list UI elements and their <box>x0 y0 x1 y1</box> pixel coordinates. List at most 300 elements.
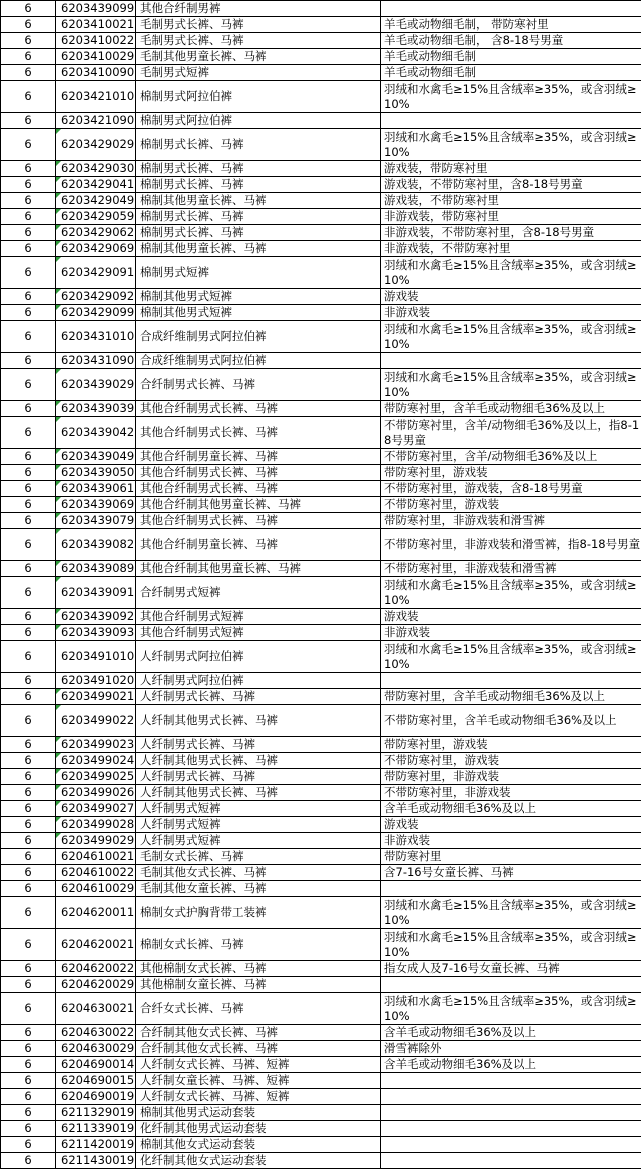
code-cell: 6204620029 <box>56 977 136 993</box>
code-cell: 6204630022 <box>56 1025 136 1041</box>
chapter-cell: 6 <box>1 129 56 161</box>
table-row <box>1 193 641 209</box>
name-cell: 其他合纤制其他男童长裤、马裤 <box>136 497 381 513</box>
note-cell: 不带防寒衬里，非游戏装 <box>381 785 641 801</box>
chapter-cell: 6 <box>1 833 56 849</box>
code-cell: 6203499025 <box>56 769 136 785</box>
table-row <box>1 465 641 481</box>
name-cell: 毛制男式长裤、马裤 <box>136 33 381 49</box>
name-cell: 合成纤维制男式阿拉伯裤 <box>136 353 381 369</box>
name-cell: 棉制男式长裤、马裤 <box>136 129 381 161</box>
code-cell: 6211329019 <box>56 1105 136 1121</box>
note-cell: 不带防寒衬里，游戏装，含8-18号男童 <box>381 481 641 497</box>
chapter-cell: 6 <box>1 897 56 929</box>
table-row <box>1 241 641 257</box>
table-row <box>1 561 641 577</box>
note-cell <box>381 1137 641 1153</box>
code-cell: 6203439049 <box>56 449 136 465</box>
name-cell: 棉制其他男式短裤 <box>136 305 381 321</box>
chapter-cell: 6 <box>1 865 56 881</box>
code-cell: 6203499028 <box>56 817 136 833</box>
code-cell: 6203431090 <box>56 353 136 369</box>
code-cell: 6211420019 <box>56 1137 136 1153</box>
code-cell: 6203439050 <box>56 465 136 481</box>
note-cell: 不带防寒衬里，非游戏装和滑雪裤，指8-18号男童 <box>381 529 641 561</box>
code-cell: 6203439079 <box>56 513 136 529</box>
table-row <box>1 737 641 753</box>
code-cell: 6203491020 <box>56 673 136 689</box>
table-row <box>1 481 641 497</box>
table-row <box>1 785 641 801</box>
code-cell: 6204630029 <box>56 1041 136 1057</box>
code-cell: 6203439042 <box>56 417 136 449</box>
name-cell: 棉制其他男童长裤、马裤 <box>136 193 381 209</box>
code-cell: 6203499023 <box>56 737 136 753</box>
name-cell: 人纤制女童长裤、马裤、短裤 <box>136 1073 381 1089</box>
table-row <box>1 129 641 161</box>
chapter-cell: 6 <box>1 929 56 961</box>
chapter-cell: 6 <box>1 497 56 513</box>
table-row <box>1 33 641 49</box>
name-cell: 毛制男式长裤、马裤 <box>136 17 381 33</box>
code-cell: 6203439029 <box>56 369 136 401</box>
code-cell: 6204630021 <box>56 993 136 1025</box>
code-cell: 6203499027 <box>56 801 136 817</box>
table-row <box>1 513 641 529</box>
code-cell: 6203439089 <box>56 561 136 577</box>
table-row <box>1 961 641 977</box>
table-row <box>1 1057 641 1073</box>
code-cell: 6203439091 <box>56 577 136 609</box>
chapter-cell: 6 <box>1 161 56 177</box>
chapter-cell: 6 <box>1 465 56 481</box>
name-cell: 合纤制男式短裤 <box>136 577 381 609</box>
name-cell: 化纤制其他女式运动套装 <box>136 1153 381 1169</box>
chapter-cell: 6 <box>1 481 56 497</box>
note-cell: 羊毛或动物细毛制， 含8-18号男童 <box>381 33 641 49</box>
code-cell: 6204620021 <box>56 929 136 961</box>
name-cell: 棉制男式阿拉伯裤 <box>136 113 381 129</box>
table-row <box>1 289 641 305</box>
name-cell: 其他合纤制其他男童长裤、马裤 <box>136 561 381 577</box>
table-row <box>1 17 641 33</box>
note-cell <box>381 1105 641 1121</box>
table-row <box>1 993 641 1025</box>
table-body <box>1 1 641 1169</box>
chapter-cell: 6 <box>1 449 56 465</box>
name-cell: 棉制其他男式运动套装 <box>136 1105 381 1121</box>
note-cell <box>381 1153 641 1169</box>
name-cell: 人纤制男式长裤、马裤 <box>136 737 381 753</box>
note-cell <box>381 1 641 17</box>
code-cell: 6204620011 <box>56 897 136 929</box>
chapter-cell: 6 <box>1 369 56 401</box>
code-cell: 6203429092 <box>56 289 136 305</box>
chapter-cell: 6 <box>1 1025 56 1041</box>
table-row <box>1 1 641 17</box>
name-cell: 合纤制其他女式长裤、马裤 <box>136 1025 381 1041</box>
code-cell: 6203429049 <box>56 193 136 209</box>
chapter-cell: 6 <box>1 625 56 641</box>
note-cell <box>381 1073 641 1089</box>
name-cell: 其他合纤制男式长裤、马裤 <box>136 481 381 497</box>
name-cell: 化纤制其他男式运动套装 <box>136 1121 381 1137</box>
name-cell: 棉制男式短裤 <box>136 257 381 289</box>
chapter-cell: 6 <box>1 881 56 897</box>
note-cell: 不带防寒衬里，游戏装 <box>381 497 641 513</box>
table-row <box>1 65 641 81</box>
chapter-cell: 6 <box>1 65 56 81</box>
table-row <box>1 321 641 353</box>
table-row <box>1 49 641 65</box>
note-cell <box>381 1089 641 1105</box>
note-cell: 含羊毛或动物细毛36%及以上 <box>381 801 641 817</box>
chapter-cell: 6 <box>1 609 56 625</box>
code-cell: 6203431010 <box>56 321 136 353</box>
table-row <box>1 1105 641 1121</box>
chapter-cell: 6 <box>1 1 56 17</box>
chapter-cell: 6 <box>1 977 56 993</box>
note-cell: 羽绒和水禽毛≥15%且含绒率≥35%，或含羽绒≥10% <box>381 257 641 289</box>
name-cell: 棉制其他男式短裤 <box>136 289 381 305</box>
chapter-cell: 6 <box>1 33 56 49</box>
code-cell: 6203499022 <box>56 705 136 737</box>
note-cell: 不带防寒衬里，含羊/动物细毛36%及以上，指8-18号男童 <box>381 417 641 449</box>
name-cell: 毛制女式长裤、马裤 <box>136 849 381 865</box>
table-row <box>1 705 641 737</box>
name-cell: 棉制男式长裤、马裤 <box>136 209 381 225</box>
table-row <box>1 529 641 561</box>
code-cell: 6203429091 <box>56 257 136 289</box>
table-row <box>1 369 641 401</box>
note-cell <box>381 673 641 689</box>
note-cell: 非游戏装 <box>381 625 641 641</box>
table-row <box>1 401 641 417</box>
table-row <box>1 929 641 961</box>
code-cell: 6203410022 <box>56 33 136 49</box>
note-cell: 带防寒衬里，游戏装 <box>381 737 641 753</box>
chapter-cell: 6 <box>1 817 56 833</box>
chapter-cell: 6 <box>1 17 56 33</box>
table-row <box>1 609 641 625</box>
note-cell: 羊毛或动物细毛制 <box>381 49 641 65</box>
chapter-cell: 6 <box>1 849 56 865</box>
code-cell: 6203410021 <box>56 17 136 33</box>
chapter-cell: 6 <box>1 753 56 769</box>
table-row <box>1 113 641 129</box>
chapter-cell: 6 <box>1 577 56 609</box>
chapter-cell: 6 <box>1 1057 56 1073</box>
chapter-cell: 6 <box>1 353 56 369</box>
table-row <box>1 1041 641 1057</box>
chapter-cell: 6 <box>1 993 56 1025</box>
table-row <box>1 305 641 321</box>
table-row <box>1 753 641 769</box>
note-cell: 羽绒和水禽毛≥15%且含绒率≥35%，或含羽绒≥10% <box>381 369 641 401</box>
chapter-cell: 6 <box>1 1041 56 1057</box>
code-cell: 6203499024 <box>56 753 136 769</box>
code-cell: 6203439093 <box>56 625 136 641</box>
chapter-cell: 6 <box>1 1121 56 1137</box>
chapter-cell: 6 <box>1 81 56 113</box>
note-cell: 带防寒衬里 <box>381 849 641 865</box>
code-cell: 6203421010 <box>56 81 136 113</box>
chapter-cell: 6 <box>1 529 56 561</box>
note-cell: 带防寒衬里，非游戏装 <box>381 769 641 785</box>
chapter-cell: 6 <box>1 769 56 785</box>
note-cell: 游戏装，不带防寒衬里 <box>381 193 641 209</box>
name-cell: 其他棉制女式长裤、马裤 <box>136 961 381 977</box>
chapter-cell: 6 <box>1 689 56 705</box>
note-cell: 羽绒和水禽毛≥15%且含绒率≥35%，或含羽绒≥10% <box>381 929 641 961</box>
note-cell: 羽绒和水禽毛≥15%且含绒率≥35%，或含羽绒≥10% <box>381 81 641 113</box>
table-row <box>1 449 641 465</box>
note-cell: 含羊毛或动物细毛36%及以上 <box>381 1025 641 1041</box>
name-cell: 其他合纤制男式短裤 <box>136 625 381 641</box>
code-cell: 6203499029 <box>56 833 136 849</box>
name-cell: 其他合纤制男式长裤、马裤 <box>136 401 381 417</box>
table-row <box>1 209 641 225</box>
note-cell <box>381 881 641 897</box>
code-cell: 6203499026 <box>56 785 136 801</box>
chapter-cell: 6 <box>1 305 56 321</box>
code-cell: 6204690019 <box>56 1089 136 1105</box>
code-cell: 6203429099 <box>56 305 136 321</box>
name-cell: 其他合纤制男式长裤、马裤 <box>136 513 381 529</box>
name-cell: 人纤制其他男式长裤、马裤 <box>136 705 381 737</box>
name-cell: 人纤制女式长裤、马裤、短裤 <box>136 1089 381 1105</box>
chapter-cell: 6 <box>1 1089 56 1105</box>
table-row <box>1 577 641 609</box>
note-cell: 滑雪裤除外 <box>381 1041 641 1057</box>
name-cell: 人纤制其他男式长裤、马裤 <box>136 785 381 801</box>
table-row <box>1 1121 641 1137</box>
chapter-cell: 6 <box>1 321 56 353</box>
name-cell: 棉制其他女式运动套装 <box>136 1137 381 1153</box>
chapter-cell: 6 <box>1 561 56 577</box>
note-cell: 游戏装 <box>381 817 641 833</box>
chapter-cell: 6 <box>1 225 56 241</box>
name-cell: 其他合纤制男童长裤、马裤 <box>136 449 381 465</box>
name-cell: 棉制其他男童长裤、马裤 <box>136 241 381 257</box>
note-cell: 带防寒衬里，非游戏装和滑雪裤 <box>381 513 641 529</box>
name-cell: 毛制其他女童长裤、马裤 <box>136 881 381 897</box>
table-row <box>1 497 641 513</box>
note-cell: 非游戏装，不带防寒衬里，含8-18号男童 <box>381 225 641 241</box>
note-cell: 羽绒和水禽毛≥15%且含绒率≥35%，或含羽绒≥10% <box>381 993 641 1025</box>
note-cell: 非游戏装 <box>381 833 641 849</box>
chapter-cell: 6 <box>1 1073 56 1089</box>
note-cell: 羽绒和水禽毛≥15%且含绒率≥35%，或含羽绒≥10% <box>381 641 641 673</box>
code-cell: 6203429062 <box>56 225 136 241</box>
name-cell: 人纤制男式短裤 <box>136 801 381 817</box>
note-cell: 非游戏装，不带防寒衬里 <box>381 241 641 257</box>
chapter-cell: 6 <box>1 513 56 529</box>
name-cell: 人纤制男式短裤 <box>136 817 381 833</box>
table-row <box>1 1153 641 1169</box>
code-cell: 6203439092 <box>56 609 136 625</box>
chapter-cell: 6 <box>1 209 56 225</box>
chapter-cell: 6 <box>1 673 56 689</box>
code-cell: 6203491010 <box>56 641 136 673</box>
table-row <box>1 625 641 641</box>
table-row <box>1 1025 641 1041</box>
chapter-cell: 6 <box>1 241 56 257</box>
name-cell: 人纤制男式阿拉伯裤 <box>136 673 381 689</box>
name-cell: 毛制男式短裤 <box>136 65 381 81</box>
note-cell: 游戏装 <box>381 609 641 625</box>
name-cell: 人纤制女式长裤、马裤、短裤 <box>136 1057 381 1073</box>
table-row <box>1 1137 641 1153</box>
code-cell: 6204620022 <box>56 961 136 977</box>
chapter-cell: 6 <box>1 289 56 305</box>
code-cell: 6203429041 <box>56 177 136 193</box>
table-row <box>1 689 641 705</box>
note-cell: 羽绒和水禽毛≥15%且含绒率≥35%，或含羽绒≥10% <box>381 897 641 929</box>
name-cell: 人纤制男式阿拉伯裤 <box>136 641 381 673</box>
code-cell: 6203439069 <box>56 497 136 513</box>
name-cell: 其他合纤制男式长裤、马裤 <box>136 417 381 449</box>
note-cell: 含羊毛或动物细毛36%及以上 <box>381 1057 641 1073</box>
note-cell: 非游戏装，带防寒衬里 <box>381 209 641 225</box>
code-cell: 6203429030 <box>56 161 136 177</box>
code-cell: 6203429029 <box>56 129 136 161</box>
name-cell: 合纤制男式长裤、马裤 <box>136 369 381 401</box>
table-row <box>1 833 641 849</box>
note-cell: 非游戏装 <box>381 305 641 321</box>
name-cell: 棉制男式长裤、马裤 <box>136 161 381 177</box>
name-cell: 合纤女式长裤、马裤 <box>136 993 381 1025</box>
code-cell: 6203439061 <box>56 481 136 497</box>
chapter-cell: 6 <box>1 177 56 193</box>
note-cell: 不带防寒衬里，非游戏装和滑雪裤 <box>381 561 641 577</box>
name-cell: 其他合纤制男童长裤、马裤 <box>136 529 381 561</box>
table-row <box>1 865 641 881</box>
table-row <box>1 161 641 177</box>
name-cell: 合成纤维制男式阿拉伯裤 <box>136 321 381 353</box>
code-cell: 6211430019 <box>56 1153 136 1169</box>
name-cell: 棉制男式长裤、马裤 <box>136 177 381 193</box>
note-cell <box>381 353 641 369</box>
name-cell: 棉制女式长裤、马裤 <box>136 929 381 961</box>
note-cell: 游戏装 <box>381 289 641 305</box>
note-cell <box>381 113 641 129</box>
code-cell: 6204610022 <box>56 865 136 881</box>
code-cell: 6204690015 <box>56 1073 136 1089</box>
code-cell: 6211339019 <box>56 1121 136 1137</box>
note-cell: 羊毛或动物细毛制 <box>381 65 641 81</box>
code-cell: 6203429069 <box>56 241 136 257</box>
chapter-cell: 6 <box>1 113 56 129</box>
code-cell: 6203410029 <box>56 49 136 65</box>
note-cell: 带防寒衬里，含羊毛或动物细毛36%及以上 <box>381 689 641 705</box>
chapter-cell: 6 <box>1 257 56 289</box>
table-row <box>1 417 641 449</box>
code-cell: 6204690014 <box>56 1057 136 1073</box>
chapter-cell: 6 <box>1 705 56 737</box>
note-cell: 羽绒和水禽毛≥15%且含绒率≥35%，或含羽绒≥10% <box>381 129 641 161</box>
note-cell <box>381 1121 641 1137</box>
table-row <box>1 673 641 689</box>
table-row <box>1 81 641 113</box>
chapter-cell: 6 <box>1 417 56 449</box>
name-cell: 棉制女式护胸背带工装裤 <box>136 897 381 929</box>
note-cell: 含7-16号女童长裤、马裤 <box>381 865 641 881</box>
chapter-cell: 6 <box>1 1105 56 1121</box>
name-cell: 棉制男式长裤、马裤 <box>136 225 381 241</box>
chapter-cell: 6 <box>1 401 56 417</box>
table-row <box>1 1089 641 1105</box>
note-cell: 不带防寒衬里，含羊毛或动物细毛36%及以上 <box>381 705 641 737</box>
table-row <box>1 977 641 993</box>
chapter-cell: 6 <box>1 49 56 65</box>
chapter-cell: 6 <box>1 961 56 977</box>
table-row <box>1 849 641 865</box>
table-row <box>1 769 641 785</box>
note-cell: 不带防寒衬里，含羊/动物细毛36%及以上 <box>381 449 641 465</box>
code-cell: 6203439039 <box>56 401 136 417</box>
chapter-cell: 6 <box>1 737 56 753</box>
table-row <box>1 881 641 897</box>
code-cell: 6204610029 <box>56 881 136 897</box>
code-cell: 6204610021 <box>56 849 136 865</box>
name-cell: 人纤制男式长裤、马裤 <box>136 769 381 785</box>
table-row <box>1 897 641 929</box>
note-cell: 指女成人及7-16号女童长裤、马裤 <box>381 961 641 977</box>
table-row <box>1 801 641 817</box>
name-cell: 毛制其他男童长裤、马裤 <box>136 49 381 65</box>
note-cell: 游戏装，不带防寒衬里，含8-18号男童 <box>381 177 641 193</box>
chapter-cell: 6 <box>1 785 56 801</box>
table-row <box>1 177 641 193</box>
name-cell: 棉制男式阿拉伯裤 <box>136 81 381 113</box>
note-cell: 带防寒衬里，含羊毛或动物细毛36%及以上 <box>381 401 641 417</box>
name-cell: 合纤制其他女式长裤、马裤 <box>136 1041 381 1057</box>
code-cell: 6203410090 <box>56 65 136 81</box>
name-cell: 人纤制男式短裤 <box>136 833 381 849</box>
table-row <box>1 817 641 833</box>
chapter-cell: 6 <box>1 801 56 817</box>
note-cell: 羊毛或动物细毛制， 带防寒衬里 <box>381 17 641 33</box>
table-row <box>1 353 641 369</box>
note-cell: 带防寒衬里，游戏装 <box>381 465 641 481</box>
name-cell: 其他棉制女童长裤、马裤 <box>136 977 381 993</box>
code-cell: 6203439082 <box>56 529 136 561</box>
name-cell: 人纤制其他男式长裤、马裤 <box>136 753 381 769</box>
code-cell: 6203429059 <box>56 209 136 225</box>
table-row <box>1 257 641 289</box>
note-cell: 羽绒和水禽毛≥15%且含绒率≥35%，或含羽绒≥10% <box>381 577 641 609</box>
code-cell: 6203421090 <box>56 113 136 129</box>
code-cell: 6203439099 <box>56 1 136 17</box>
table-row <box>1 1073 641 1089</box>
note-cell: 游戏装，带防寒衬里 <box>381 161 641 177</box>
table-row <box>1 641 641 673</box>
chapter-cell: 6 <box>1 641 56 673</box>
note-cell: 羽绒和水禽毛≥15%且含绒率≥35%，或含羽绒≥10% <box>381 321 641 353</box>
table-row <box>1 225 641 241</box>
name-cell: 毛制其他女式长裤、马裤 <box>136 865 381 881</box>
code-cell: 6203499021 <box>56 689 136 705</box>
chapter-cell: 6 <box>1 1153 56 1169</box>
note-cell <box>381 977 641 993</box>
name-cell: 其他合纤制男式长裤、马裤 <box>136 465 381 481</box>
note-cell: 不带防寒衬里，游戏装 <box>381 753 641 769</box>
chapter-cell: 6 <box>1 1137 56 1153</box>
name-cell: 人纤制男式长裤、马裤 <box>136 689 381 705</box>
name-cell: 其他合纤制男裤 <box>136 1 381 17</box>
chapter-cell: 6 <box>1 193 56 209</box>
